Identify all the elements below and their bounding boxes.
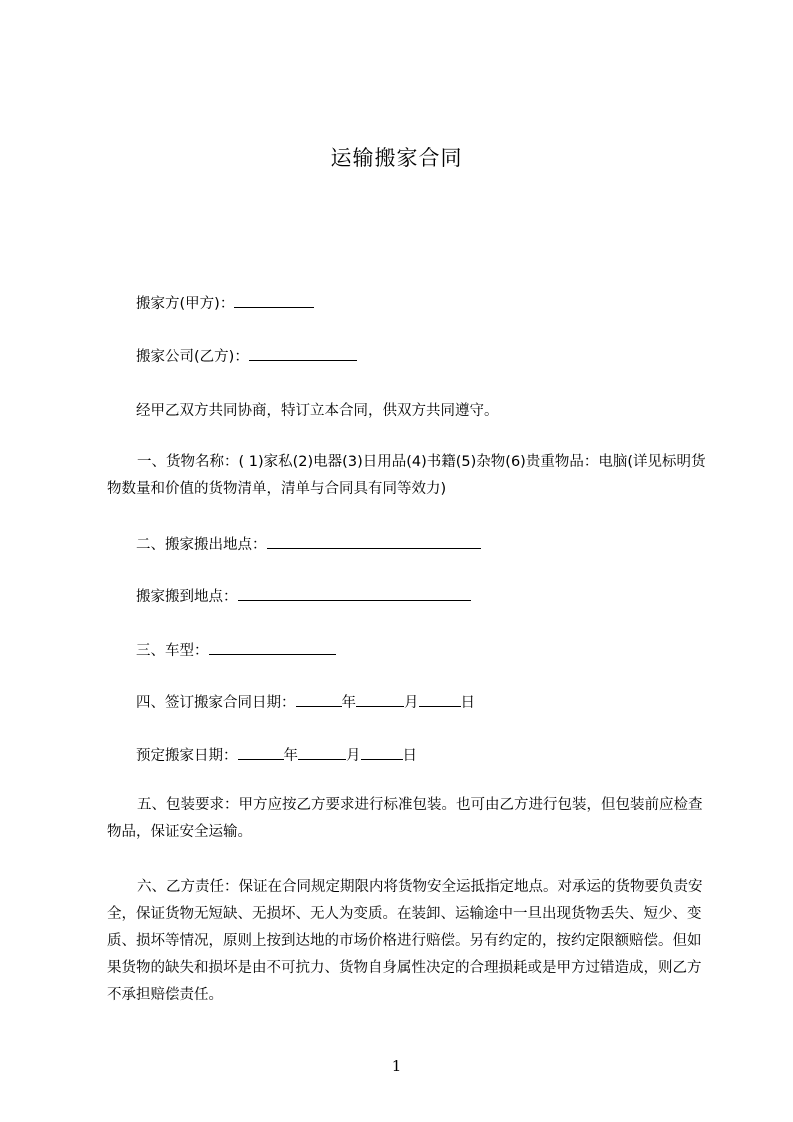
party-b-blank[interactable]	[249, 346, 357, 361]
intro-line: 经甲乙双方共同协商，特订立本合同，供双方共同遵守。	[136, 403, 499, 419]
sign-day-blank[interactable]	[419, 692, 461, 707]
move-date-line	[136, 744, 417, 765]
move-year-blank[interactable]	[238, 745, 284, 760]
sign-date-label: 四、签订搬家合同日期：	[136, 695, 296, 711]
party-a-blank[interactable]	[234, 293, 314, 308]
clause-goods-text: 一、货物名称：( 1)家私(2)电器(3)日用品(4)书籍(5)杂物(6)贵重物品：电脑(详见标明货物数量和价值的货物清单，清单与合同具有同等效力)	[107, 454, 706, 497]
clause-packing-text: 五、包装要求：甲方应按乙方要求进行标准包装。也可由乙方进行包装，但包装前应检查物品，保证安全运输。	[107, 797, 703, 840]
clause-goods	[107, 449, 712, 503]
clause-liability-text: 六、乙方责任：保证在合同规定期限内将货物安全运抵指定地点。对承运的货物要负责安全，保证货物无短缺、无损坏、无人为变质。在装卸、运输途中一旦出现货物丢失、短少、变质、损坏等情况，原则上按到达地的市场价格进行赔偿。另有约定的，按约定限额赔偿。但如果货物的缺失和损坏是由不可抗力、货物自身属性决定的合理损耗或是甲方过错造成，则乙方不承担赔偿责任。	[107, 879, 703, 1003]
party-b-label: 搬家公司(乙方)：	[136, 349, 249, 365]
vehicle-label: 三、车型：	[136, 643, 209, 659]
party-b-line	[136, 345, 357, 366]
sign-month-label: 月	[404, 695, 419, 711]
origin-blank[interactable]	[267, 534, 481, 549]
party-a-line	[136, 292, 314, 313]
document-title: 运输搬家合同	[330, 146, 463, 170]
clause-packing	[107, 792, 707, 846]
move-month-blank[interactable]	[298, 745, 346, 760]
destination-blank[interactable]	[238, 586, 471, 601]
destination-line	[136, 585, 471, 606]
move-month-label: 月	[346, 748, 361, 764]
sign-year-label: 年	[341, 695, 356, 711]
page-number: 1	[391, 1057, 402, 1075]
sign-date-line	[136, 691, 475, 712]
move-day-blank[interactable]	[361, 745, 403, 760]
sign-month-blank[interactable]	[356, 692, 404, 707]
vehicle-blank[interactable]	[209, 640, 336, 655]
sign-year-blank[interactable]	[296, 692, 342, 707]
move-date-label: 预定搬家日期：	[136, 748, 238, 764]
destination-label: 搬家搬到地点：	[136, 589, 238, 605]
origin-label: 二、搬家搬出地点：	[136, 537, 267, 553]
move-day-label: 日	[402, 748, 417, 764]
clause-liability	[107, 874, 707, 1009]
sign-day-label: 日	[460, 695, 475, 711]
origin-line	[136, 533, 481, 554]
party-a-label: 搬家方(甲方)：	[136, 296, 235, 312]
move-year-label: 年	[283, 748, 298, 764]
vehicle-line	[136, 639, 336, 660]
